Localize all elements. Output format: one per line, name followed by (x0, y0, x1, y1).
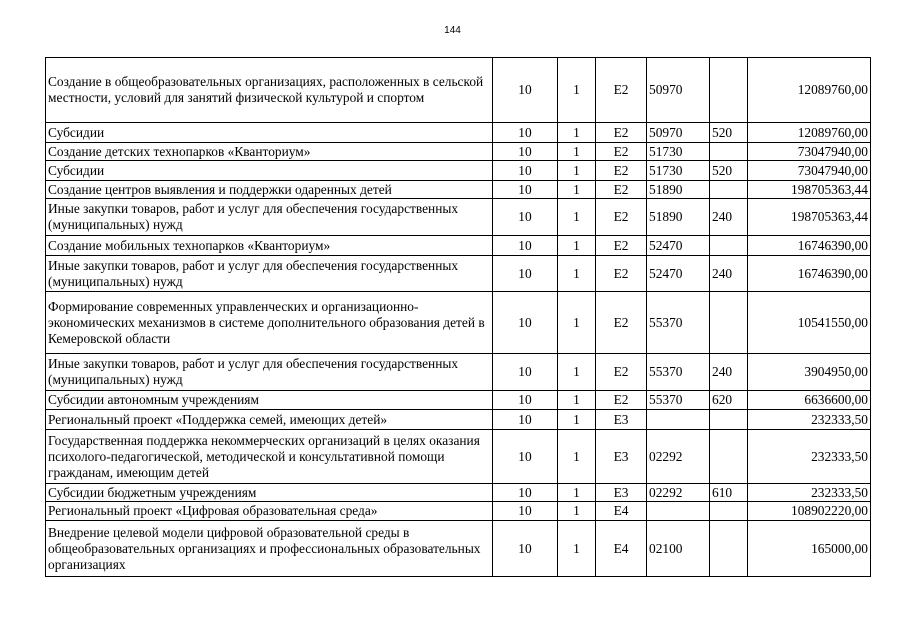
table-row (46, 410, 871, 430)
cell-target-code: 52470 (647, 236, 710, 256)
cell-expense-type (710, 181, 748, 199)
cell-name: Иные закупки товаров, работ и услуг для обеспечения государственных (муниципальных) нужд (46, 354, 493, 391)
cell-amount: 73047940,00 (748, 161, 871, 181)
cell-name: Внедрение целевой модели цифровой образовательной среды в общеобразовательных организациях и профессиональных образовательных организациях (46, 521, 493, 577)
cell-section: 10 (493, 410, 558, 430)
table-row (46, 161, 871, 181)
cell-amount: 12089760,00 (748, 123, 871, 143)
cell-expense-type: 240 (710, 354, 748, 391)
table-row (46, 484, 871, 502)
cell-amount: 16746390,00 (748, 256, 871, 292)
cell-subsection: 1 (558, 521, 596, 577)
cell-section: 10 (493, 484, 558, 502)
cell-name: Создание детских технопарков «Кванториум» (46, 143, 493, 161)
cell-subsection: 1 (558, 502, 596, 521)
cell-name: Субсидии автономным учреждениям (46, 391, 493, 410)
cell-amount: 6636600,00 (748, 391, 871, 410)
cell-expense-type: 610 (710, 484, 748, 502)
cell-section: 10 (493, 391, 558, 410)
cell-section: 10 (493, 521, 558, 577)
cell-target-code: 50970 (647, 58, 710, 123)
cell-amount: 16746390,00 (748, 236, 871, 256)
cell-name: Субсидии (46, 123, 493, 143)
cell-section: 10 (493, 502, 558, 521)
cell-subsection: 1 (558, 58, 596, 123)
cell-program: E2 (596, 236, 647, 256)
cell-program: E2 (596, 123, 647, 143)
cell-amount: 232333,50 (748, 430, 871, 484)
table-row (46, 143, 871, 161)
cell-target-code (647, 502, 710, 521)
cell-target-code: 02100 (647, 521, 710, 577)
table-row (46, 430, 871, 484)
cell-section: 10 (493, 236, 558, 256)
table-row (46, 199, 871, 236)
cell-expense-type (710, 236, 748, 256)
cell-name: Иные закупки товаров, работ и услуг для обеспечения государственных (муниципальных) нужд (46, 256, 493, 292)
cell-target-code (647, 410, 710, 430)
cell-name: Региональный проект «Цифровая образовательная среда» (46, 502, 493, 521)
cell-expense-type (710, 430, 748, 484)
cell-program: E2 (596, 292, 647, 354)
table-row (46, 354, 871, 391)
cell-subsection: 1 (558, 391, 596, 410)
cell-subsection: 1 (558, 256, 596, 292)
table-row (46, 292, 871, 354)
cell-target-code: 55370 (647, 292, 710, 354)
table-body (46, 58, 871, 577)
table-row (46, 256, 871, 292)
cell-subsection: 1 (558, 161, 596, 181)
cell-expense-type: 620 (710, 391, 748, 410)
cell-program: E4 (596, 502, 647, 521)
cell-target-code: 02292 (647, 484, 710, 502)
cell-subsection: 1 (558, 430, 596, 484)
cell-name: Региональный проект «Поддержка семей, имеющих детей» (46, 410, 493, 430)
cell-amount: 165000,00 (748, 521, 871, 577)
cell-amount: 108902220,00 (748, 502, 871, 521)
cell-expense-type: 240 (710, 199, 748, 236)
table-row (46, 391, 871, 410)
cell-amount: 10541550,00 (748, 292, 871, 354)
cell-section: 10 (493, 143, 558, 161)
page-number: 144 (444, 25, 461, 36)
cell-amount: 12089760,00 (748, 58, 871, 123)
cell-section: 10 (493, 181, 558, 199)
cell-program: E2 (596, 161, 647, 181)
cell-expense-type (710, 521, 748, 577)
cell-section: 10 (493, 199, 558, 236)
cell-section: 10 (493, 123, 558, 143)
cell-subsection: 1 (558, 354, 596, 391)
table-row (46, 502, 871, 521)
cell-target-code: 55370 (647, 354, 710, 391)
cell-section: 10 (493, 430, 558, 484)
cell-expense-type (710, 502, 748, 521)
table-row (46, 521, 871, 577)
cell-subsection: 1 (558, 181, 596, 199)
cell-target-code: 52470 (647, 256, 710, 292)
cell-program: E2 (596, 58, 647, 123)
cell-name: Субсидии бюджетным учреждениям (46, 484, 493, 502)
cell-program: E3 (596, 484, 647, 502)
cell-target-code: 51890 (647, 181, 710, 199)
budget-table (45, 57, 871, 577)
cell-subsection: 1 (558, 292, 596, 354)
cell-section: 10 (493, 292, 558, 354)
cell-target-code: 51730 (647, 143, 710, 161)
cell-program: E4 (596, 521, 647, 577)
table-row (46, 181, 871, 199)
table-row (46, 58, 871, 123)
cell-name: Государственная поддержка некоммерческих организаций в целях оказания психолого-педагогической, методической и консультативной помощи гражданам, имеющим детей (46, 430, 493, 484)
cell-program: E2 (596, 391, 647, 410)
cell-subsection: 1 (558, 236, 596, 256)
cell-target-code: 51890 (647, 199, 710, 236)
cell-amount: 73047940,00 (748, 143, 871, 161)
cell-name: Создание мобильных технопарков «Кванториум» (46, 236, 493, 256)
cell-name: Иные закупки товаров, работ и услуг для обеспечения государственных (муниципальных) нужд (46, 199, 493, 236)
cell-program: E2 (596, 143, 647, 161)
cell-program: E2 (596, 181, 647, 199)
cell-program: E2 (596, 256, 647, 292)
cell-subsection: 1 (558, 410, 596, 430)
cell-expense-type (710, 58, 748, 123)
cell-program: E3 (596, 410, 647, 430)
cell-amount: 198705363,44 (748, 181, 871, 199)
cell-expense-type (710, 410, 748, 430)
cell-target-code: 51730 (647, 161, 710, 181)
cell-expense-type: 520 (710, 123, 748, 143)
cell-name: Субсидии (46, 161, 493, 181)
cell-amount: 198705363,44 (748, 199, 871, 236)
cell-expense-type (710, 143, 748, 161)
cell-name: Создание центров выявления и поддержки одаренных детей (46, 181, 493, 199)
cell-expense-type: 240 (710, 256, 748, 292)
cell-program: E3 (596, 430, 647, 484)
cell-name: Формирование современных управленческих и организационно-экономических механизмов в системе дополнительного образования детей в Кемеровской области (46, 292, 493, 354)
cell-expense-type (710, 292, 748, 354)
cell-name: Создание в общеобразовательных организациях, расположенных в сельской местности, условий для занятий физической культурой и спортом (46, 58, 493, 123)
cell-subsection: 1 (558, 143, 596, 161)
cell-section: 10 (493, 256, 558, 292)
cell-program: E2 (596, 199, 647, 236)
cell-target-code: 50970 (647, 123, 710, 143)
cell-amount: 3904950,00 (748, 354, 871, 391)
cell-target-code: 02292 (647, 430, 710, 484)
cell-subsection: 1 (558, 123, 596, 143)
cell-amount: 232333,50 (748, 410, 871, 430)
cell-section: 10 (493, 161, 558, 181)
cell-expense-type: 520 (710, 161, 748, 181)
cell-section: 10 (493, 354, 558, 391)
table-row (46, 236, 871, 256)
table-row (46, 123, 871, 143)
cell-target-code: 55370 (647, 391, 710, 410)
cell-subsection: 1 (558, 199, 596, 236)
cell-subsection: 1 (558, 484, 596, 502)
cell-section: 10 (493, 58, 558, 123)
cell-amount: 232333,50 (748, 484, 871, 502)
cell-program: E2 (596, 354, 647, 391)
